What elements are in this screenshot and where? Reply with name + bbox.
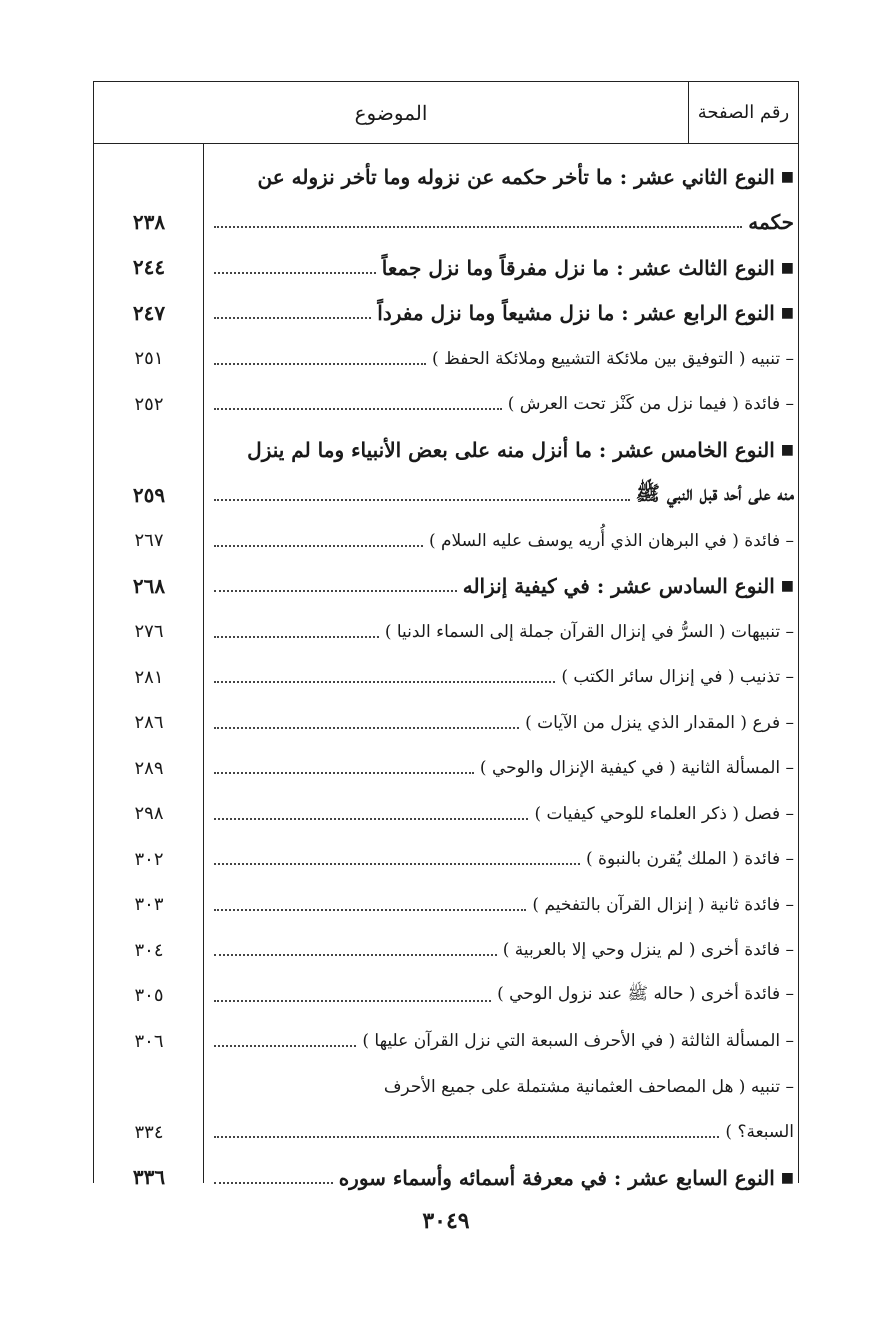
entry-title [214, 928, 794, 974]
entry-page-number: ٢٨٦ [134, 712, 164, 733]
bullet-square-icon: ■ [780, 168, 794, 185]
entry-title [214, 973, 794, 1019]
entry-page-number: ٣٠٤ [134, 939, 164, 961]
toc-row [94, 1110, 798, 1156]
entry-text: السبعة؟ ) [725, 1122, 794, 1143]
toc-row [94, 154, 798, 200]
entry-page-number: ٢٦٨ [132, 573, 166, 598]
entry-text: – تنبيهات ( السرُّ في إنزال القرآن جملة إلى السماء الدنيا ) [384, 621, 794, 642]
entry-page-number: ٢٧٦ [134, 621, 164, 642]
entry-page-number: ٢٥٢ [134, 393, 164, 415]
dot-leader [214, 954, 497, 956]
toc-row [94, 746, 798, 792]
entry-title [214, 154, 794, 200]
entry-page-number: ٢٥٩ [132, 482, 166, 507]
toc-row [94, 655, 798, 701]
entry-title [214, 564, 794, 610]
toc-row [94, 700, 798, 746]
entry-text: – المسألة الثالثة ( في الأحرف السبعة التي نزل القرآن عليها ) [362, 1031, 794, 1052]
entry-page-number: ٢٨٩ [134, 757, 164, 779]
entry-title [214, 609, 794, 655]
toc-row [94, 382, 798, 428]
entry-text: حكمه [748, 210, 794, 235]
bullet-square-icon: ■ [780, 305, 794, 322]
entry-title [214, 882, 794, 928]
entry-title [214, 700, 794, 746]
toc-row [94, 473, 798, 519]
entry-text: – المسألة الثانية ( في كيفية الإنزال والوحي ) [479, 758, 794, 779]
dot-leader [214, 317, 371, 319]
page-number: ٣٠٤٩ [422, 1208, 470, 1234]
entry-text: – فائدة ثانية ( إنزال القرآن بالتفخيم ) [532, 894, 794, 915]
entry-title [214, 473, 794, 519]
entry-text: – تنبيه ( التوفيق بين ملائكة التشييع وملائكة الحفظ ) [432, 348, 794, 369]
entry-page-number: ٢٤٧ [132, 300, 166, 325]
toc-row [94, 1019, 798, 1065]
dot-leader [214, 818, 528, 820]
dot-leader [214, 772, 474, 774]
entry-title [214, 518, 794, 564]
bullet-square-icon: ■ [780, 1169, 794, 1186]
toc-row [94, 245, 798, 291]
entry-title [214, 1064, 794, 1110]
entry-page-number [94, 154, 204, 200]
toc-row [94, 200, 798, 246]
entry-title [214, 336, 794, 382]
dot-leader [214, 499, 630, 501]
entry-text: – فصل ( ذكر العلماء للوحي كيفيات ) [534, 803, 794, 824]
entry-title [214, 791, 794, 837]
entry-page-number: ٢٦٧ [134, 530, 164, 551]
dot-leader [214, 1045, 356, 1047]
toc-row [94, 1064, 798, 1110]
header-topic-column: الموضوع [354, 100, 428, 125]
entry-title [214, 746, 794, 792]
entry-title [214, 382, 794, 428]
dot-leader [214, 408, 502, 410]
dot-leader [214, 909, 526, 911]
bullet-square-icon: ■ [780, 259, 794, 276]
entry-text: النوع السادس عشر : في كيفية إنزاله [462, 574, 775, 599]
toc-row [94, 837, 798, 883]
toc-row [94, 791, 798, 837]
dot-leader [214, 545, 423, 547]
entry-title [214, 1155, 794, 1201]
entry-page-number: ٢٨١ [134, 666, 164, 688]
entry-text: – فائدة أخرى ( حاله ﷺ عند نزول الوحي ) [497, 984, 794, 1005]
entry-text: النوع الثالث عشر : ما نزل مفرقاً وما نزل جمعاً [381, 255, 775, 280]
entry-text: – فائدة أخرى ( لم ينزل وحي إلا بالعربية ) [502, 940, 794, 961]
entry-title [214, 200, 794, 246]
entry-page-number: ٢٣٨ [132, 209, 166, 234]
dot-leader [214, 590, 457, 592]
entry-title [214, 1110, 794, 1156]
table-header [94, 82, 798, 144]
toc-row [94, 973, 798, 1019]
toc-row [94, 1155, 798, 1201]
toc-row [94, 882, 798, 928]
entry-page-number: ٣٣٤ [134, 1121, 164, 1143]
entry-page-number: ٣٣٦ [132, 1165, 166, 1189]
toc-row [94, 564, 798, 610]
entry-page-number: ٣٠٦ [134, 1030, 164, 1052]
dot-leader [214, 863, 580, 865]
entry-title [214, 1019, 794, 1065]
entry-title [214, 837, 794, 883]
entry-text: – تنبيه ( هل المصاحف العثمانية مشتملة على جميع الأحرف [383, 1076, 794, 1097]
entry-text: النوع الرابع عشر : ما نزل مشيعاً وما نزل مفرداً [377, 301, 775, 326]
bullet-square-icon: ■ [780, 441, 794, 458]
toc-row [94, 427, 798, 473]
dot-leader [214, 681, 555, 683]
entry-title [214, 427, 794, 473]
header-page-column: رقم الصفحة [688, 82, 798, 143]
entry-title [214, 655, 794, 701]
entry-text: – فائدة ( فيما نزل من كَنْز تحت العرش ) [507, 394, 794, 415]
dot-leader [214, 1136, 719, 1138]
entry-text: النوع السابع عشر : في معرفة أسمائه وأسماء سوره [338, 1165, 775, 1190]
entry-page-number: ٢٩٨ [134, 803, 164, 824]
toc-row [94, 518, 798, 564]
entry-title [214, 245, 794, 291]
entry-page-number [94, 427, 204, 473]
dot-leader [214, 363, 426, 365]
dot-leader [214, 226, 742, 228]
toc-row [94, 336, 798, 382]
toc-row [94, 928, 798, 974]
dot-leader [214, 272, 376, 274]
dot-leader [214, 1182, 333, 1184]
dot-leader [214, 636, 379, 638]
entry-page-number: ٣٠٢ [134, 848, 164, 870]
entry-text: – فائدة ( الملك يُقرن بالنبوة ) [586, 849, 794, 870]
entry-text: – تذنيب ( في إنزال سائر الكتب ) [561, 667, 794, 688]
bullet-square-icon: ■ [780, 578, 794, 595]
entry-title [214, 291, 794, 337]
entry-text: منه على أحد قبل النبي ﷺ [635, 480, 794, 505]
entry-text: النوع الثاني عشر : ما تأخر حكمه عن نزوله وما تأخر نزوله عن [257, 164, 775, 189]
toc-table [93, 81, 799, 1190]
entry-text: – فائدة ( في البرهان الذي أُريه يوسف عليه السلام ) [428, 530, 794, 551]
entry-page-number: ٣٠٣ [134, 894, 164, 915]
entry-text: النوع الخامس عشر : ما أنزل منه على بعض الأنبياء وما لم ينزل [247, 437, 775, 462]
dot-leader [214, 1000, 491, 1002]
dot-leader [214, 727, 519, 729]
toc-row [94, 609, 798, 655]
entry-text: – فرع ( المقدار الذي ينزل من الآيات ) [525, 712, 794, 733]
toc-row [94, 291, 798, 337]
entry-page-number: ٣٠٥ [134, 985, 164, 1006]
entry-page-number: ٢٥١ [134, 348, 164, 369]
entry-page-number [94, 1064, 204, 1110]
entry-page-number: ٢٤٤ [132, 255, 166, 279]
